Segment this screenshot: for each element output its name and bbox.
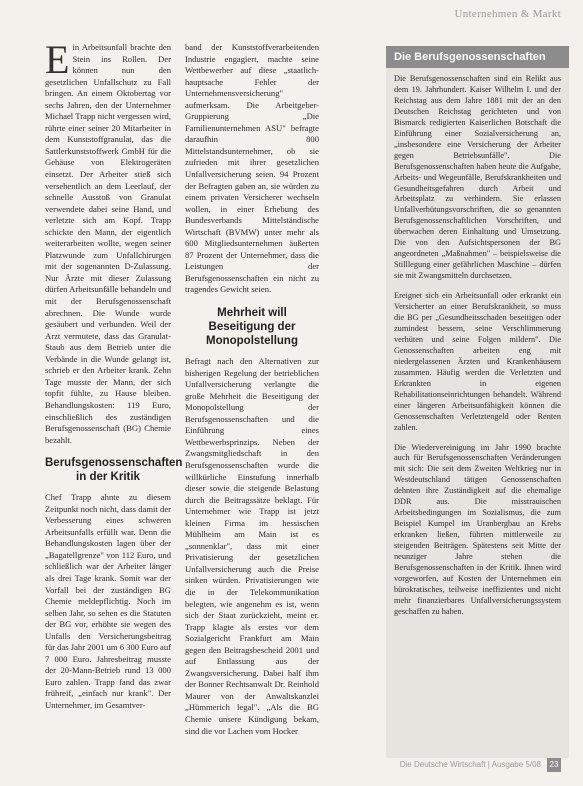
article-paragraph: band der Kunststoffverarbeitenden Industrie engagiert, machte seine Wettbewerber auf diese „staatlich-hauptsache Fehler der Unternehmensversicherung" aufmerksam. Die Arbeitgeber-Gruppierung „Die Familienunternehmen ASU" befragte daraufhin 800 Mittelstandsunternehmer, ob sie zufrieden mit ihrer gesetzlichen Unfallversicherung seien. 94 Prozent der Befragten gaben an, sie würden zu einem privaten Versicherer wechseln wollen, in einer Erhebung des Bundesverbands Mittelständische Wirtschaft (BVMW) unter mehr als 600 Mitgliedsunternehmen äußerten 87 Prozent der Unternehmer, dass die Leistungen der Berufsgenossenschaften ein nicht zu tragendes Gewicht seien. [185,42,319,295]
sidebar-box-title: Die Berufsgenossenschaften [386,46,569,68]
sidebar-info-box [386,46,569,758]
article-paragraph [45,37,171,446]
running-head: Unternehmen & Markt [454,8,561,20]
sidebar-box-body [386,68,569,618]
sidebar-paragraph: Die Berufsgenossenschaften sind ein Relikt aus dem 19. Jahrhundert. Kaiser Wilhelm I. und der Reichstag aus dem Jahre 1881 mit der an den Deutschen Reichstag gerichteten und von Bismarck redigierten Kaiserlichen Botschaft die Einführung einer Sozialversicherung an, „insbesondere eine Versicherung der Arbeiter gegen Betriebsunfälle". Die Berufsgenossenschaften haben heute die Aufgabe, Arbeits- und Wegeunfälle, Berufskrankheiten und Gesundheitsgefahren durch Arbeit und Arbeitsplatz zu verhindern. Sie erlassen Unfallverhütungsvorschriften, die so genannten Berufsgenossenschaftlichen Vorschriften, und überwachen deren Einhaltung und Umsetzung. Die von den Aufsichtspersonen der BG angeordneten „Maßnahmen" – beispielsweise die Stilllegung einer gefährlichen Maschine – dürfen sie mit Zwangsmitteln durchsetzen. [394,74,561,281]
page-footer [400,758,561,772]
section-heading: Berufsgenossenschaften in der Kritik [45,457,183,484]
sidebar-paragraph: Ereignet sich ein Arbeitsunfall oder erkrankt ein Versicherter an einer Berufskrankheit, so muss die BG per „Gesundheitsschaden beseitigen oder zumindest bessern, seine Verschlimmerung verhüten und seine Folgen mildern". Die Genossenschaften arbeiten eng mit niedergelassenen Ärzten und Krankenhäusern zusammen. Häufig werden die Verletzten und Erkrankten in eigenen Rehabilitationseinrichtungen behandelt. Während einer längeren Arbeitsunfähigkeit können die Genossenschaften Verletztengeld oder Renten zahlen. [394,291,561,432]
article-column-2 [185,42,319,737]
drop-cap: E [45,37,70,82]
article-text: in Arbeitsunfall brachte den Stein ins Rollen. Der können nun den gesetzlichen Unfallschutz zu Fall bringen. An einem Oktobertag vor sechs Jahren, den der Unternehmer Michael Trapp nicht vergessen wird, rührte einer seiner 20 Mitarbeiter in dem Kunststoffgranulat, das die Sattlerkunststoffwerk GmbH für die Gehäuse von Elektrogeräten einsetzt. Der Arbeiter stieß sich versehentlich an dem Leerlauf, der schnelle Ausstoß von Granulat verwendete dabei seine Hand, und verletzte sich am Kopf. Trapp schickte den Mann, der eigentlich weiterarbeiten wollte, wegen seiner Platzwunde zum Unfallchirurgen mit der sogenannten D-Zulassung. Nur Ärzte mit dieser Zulassung dürfen Arbeitsunfälle behandeln und mit der Berufsgenossenschaft abrechnen. Die Wunde wurde gesäubert und verbunden. Weil der Arzt vermutete, dass das Granulat-Staub aus dem Betrieb unter die Verbände in die Wunde gelangt ist, schrieb er den Arbeiter krank. Zehn Tage musste der Mann, der sich topfit fühlte, zu Hause bleiben. Behandlungskosten: 119 Euro, einschließlich des zuständigen Berufsgenossenschaft (BG) Chemie bezahlt. [45,42,171,445]
page-number: 23 [547,758,561,772]
sidebar-paragraph: Die Wiedervereinigung im Jahr 1990 brachte auch für Berufsgenossenschaften Veränderungen mit sich: Die seit dem Zweiten Weltkrieg nur in Westdeutschland tätigen Genossenschaften dehnten ihre Zuständigkeit auf die ehemalige DDR aus. Die misstrauischen Arbeitsbedingungen im Sozialismus, die zum Beispiel Kumpel im Uranbergbau an Krebs erkranken ließen, führten mittlerweile zu steigenden Beiträgen. Spätestens seit Mitte der neunziger Jahre stehen die Berufsgenossenschaften in der Kritik. Ihnen wird vorgeworfen, auf Kosten der Unternehmen ein bürokratisches, teilweise ineffizientes und nicht mehr finanzierbares Unfallversicherungssystem geschaffen zu haben. [394,442,561,616]
article-paragraph: Befragt nach den Alternativen zur bisherigen Regelung der betrieblichen Unfallversicherung verlangte die große Mehrheit die Beseitigung der Monopolstellung der Berufsgenossenschaften und die Einführung eines Wettbewerbsprinzips. Neben der Zwangsmitgliedschaft in den Berufsgenossenschaften wurde die willkürliche Einstufung innerhalb dieser sowie die steigende Belastung durch die Beitragssätze beklagt. Für Unternehmer wie Trapp ist jetzt kleinen Firma im hessischen Mühlheim am Main ist es „sonnenklar", dass mit einer Privatisierung der gesetzlichen Unfallversicherung auch die Preise sinken würden. Privatisierungen wie die in der Telekommunikation belegten, wie angenehm es ist, wenn sich der Staat zurückzieht, meint er. Trapp klagte als erstes vor dem Sozialgericht Frankfurt am Main gegen den Beitragsbescheid 2001 und auf Entlassung aus der Zwangsversicherung. Dabei half ihm der Bonner Rechtsanwalt Dr. Reinhold Maurer von der Anwaltskanzlei „Hümmerich legal". „Als die BG Chemie unsere Kündigung bekam, sind die vor Lachen vom Hocker [185,356,319,736]
section-heading: Mehrheit will Beseitigung der Monopolstellung [206,307,298,348]
magazine-name: Die Deutsche Wirtschaft | Ausgabe 5/08 [399,760,541,769]
article-paragraph: Chef Trapp ahnte zu diesem Zeitpunkt noch nicht, dass damit der Verbesserung eines schweren Arbeitsunfalls erfüllt war. Denn die Behandlungskosten lagen über der „Bagatellgrenze" von 112 Euro, und schließlich war der Arbeiter länger als drei Tage krank. Somit war der Vorfall bei der zuständigen BG Chemie meldepflichtig. Noch im selben Jahr, so sehen es die Statuten der BG vor, erhöhte sie wegen des Unfalls den Versicherungsbeitrag für das Jahr 2001 um 6 300 Euro auf 7 000 Euro. Jahresbeitrag musste der 20-Mann-Betrieb rund 13 000 Euro zahlen. Trapp fand das zwar frühreif, „einfach nur krank". Der Unternehmer, im Gesamtver- [45,492,172,710]
article-column-1 [45,37,183,712]
